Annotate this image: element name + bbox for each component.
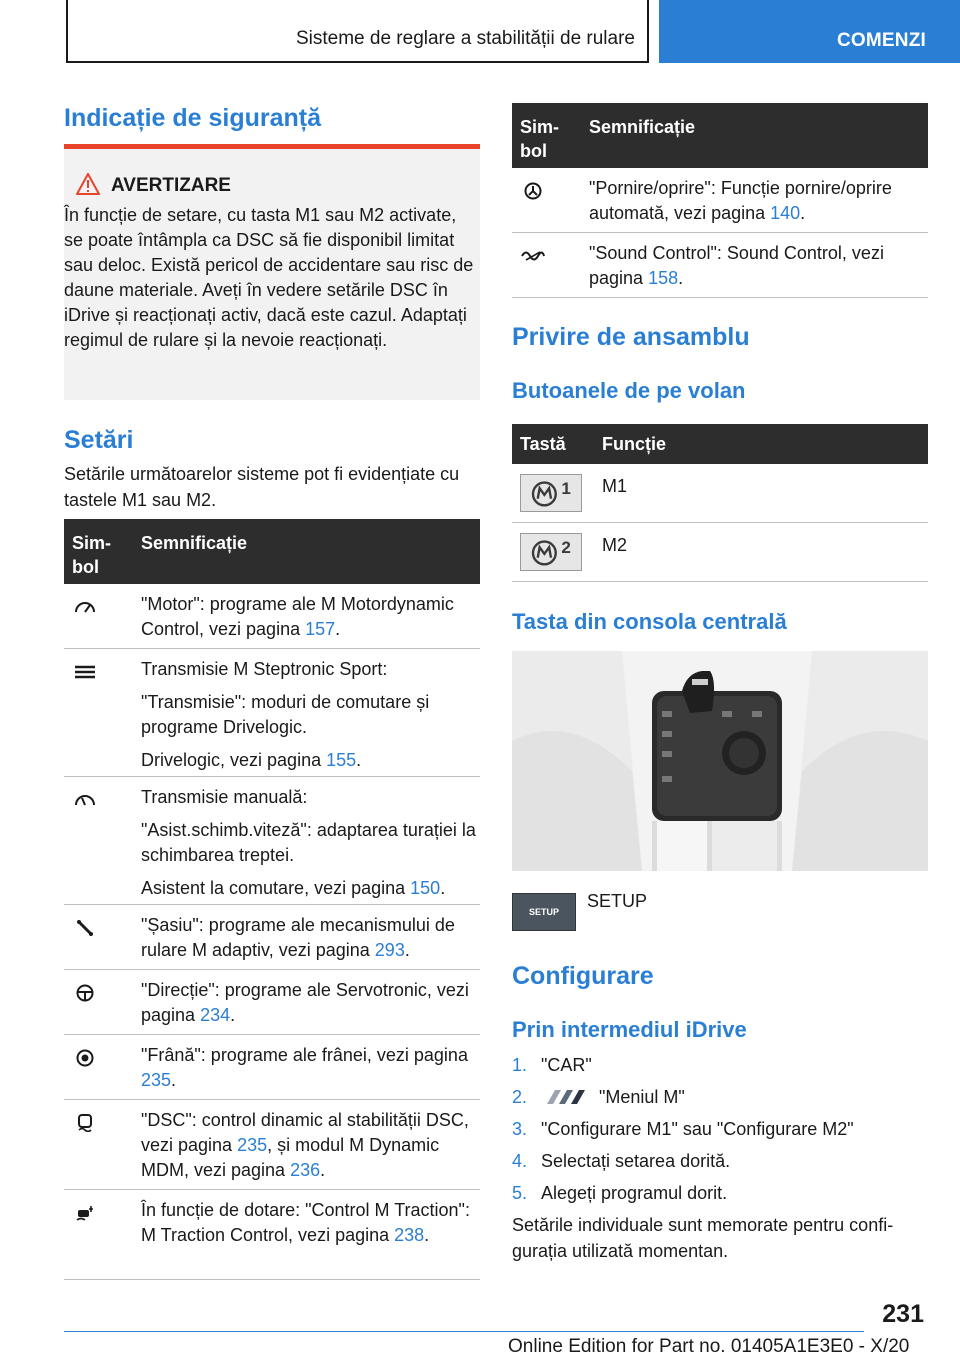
row-text: "Motor": programe ale M Motordynamic Control, vezi pagina: [141, 594, 454, 639]
table-row: "Sound Control": Sound Control, vezi pagina 158.: [512, 233, 928, 298]
col-key-header: Tastă: [520, 434, 566, 454]
table-row: Transmisie manuală: "Asist.schimb.viteză": adaptarea turației la schimbarea treptei. Asistent la comutare, vezi pagina 150.: [64, 777, 480, 905]
page-link[interactable]: 235: [237, 1135, 268, 1155]
row-text: "Frână": programe ale frânei, vezi pagina: [141, 1045, 468, 1065]
page-link[interactable]: 238: [394, 1225, 425, 1245]
page-link[interactable]: 293: [374, 940, 405, 960]
warning-box: [64, 144, 480, 400]
col-meaning-header: Semnificație: [589, 117, 696, 137]
row-text: "DSC": control dinamic al stabilității DSC, vezi pagina: [141, 1110, 469, 1155]
table-row: "Frână": programe ale frânei, vezi pagina 235.: [64, 1035, 480, 1100]
svg-text:1: 1: [561, 478, 571, 498]
config-steps-list: [512, 1049, 928, 1209]
col-symbol-header: Simbol: [72, 533, 112, 577]
page-link[interactable]: 158: [648, 268, 679, 288]
page-link[interactable]: 150: [410, 878, 441, 898]
console-heading: Tasta din consola centrală: [512, 609, 787, 634]
page-number: 231: [882, 1300, 924, 1328]
dsc-icon: [72, 1114, 98, 1132]
page-link[interactable]: 235: [141, 1070, 172, 1090]
page-link[interactable]: 140: [770, 203, 801, 223]
table-row: "Pornire/oprire": Funcție pornire/oprire automată, vezi pagina 140.: [512, 168, 928, 233]
chassis-icon: [72, 919, 98, 937]
table-row: [512, 464, 928, 523]
m2-button-icon: [520, 533, 582, 571]
col-symbol-header: Simbol: [520, 117, 560, 161]
table-row: [512, 523, 928, 582]
row-text: Asistent la comutare, vezi pagina: [141, 878, 411, 898]
final-note: Setările individuale sunt memorate pentru configurația utilizată momentan.: [512, 1215, 894, 1261]
header-section-box: [66, 0, 649, 63]
row-text: "Asist.schimb.viteză": adaptarea turației la schimbarea treptei.: [141, 820, 476, 865]
row-text: Drivelogic, vezi pagina: [141, 750, 327, 770]
m-menu-icon: [541, 1088, 589, 1106]
page-link[interactable]: 155: [326, 750, 357, 770]
sound-control-icon: [520, 247, 546, 265]
overview-heading: Privire de ansamblu: [512, 323, 750, 351]
wheel-buttons-heading: Butoanele de pe volan: [512, 378, 746, 403]
list-item: 4. Selectați setarea dorită.: [512, 1151, 731, 1171]
table-row: "Șasiu": programe ale mecanismului de rulare M adaptiv, vezi pagina 293.: [64, 905, 480, 970]
table-row: "Motor": programe ale M Motordynamic Control, vezi pagina 157.: [64, 584, 480, 649]
warning-text: În funcție de setare, cu tasta M1 sau M2 activate, se poate întâmpla ca DSC să fie disponibil limitat sau deloc. Există pericol de accidentare sau risc de daune materiale. Aveți în vedere setările DSC în iDrive și reacționați activ, dacă este cazul. Adaptați regimul de rulare și la nevoie reacționați.: [64, 205, 474, 350]
row-text: "Sound Control": Sound Control, vezi pagina: [589, 243, 884, 288]
buttons-table-header: [512, 424, 928, 464]
center-console-photo: [512, 651, 928, 871]
config-heading: Configurare: [512, 962, 654, 990]
row-text: Transmisie manuală:: [141, 787, 308, 807]
row-text: "Șasiu": programe ale mecanismului de rulare M adaptiv, vezi pagina: [141, 915, 455, 960]
page-link[interactable]: 236: [290, 1160, 321, 1180]
settings-intro: Setările următoarelor sisteme pot fi evidențiate cu tastele M1 sau M2.: [64, 464, 460, 510]
row-text: "Transmisie": moduri de comutare și programe Drivelogic.: [141, 692, 430, 737]
footer-divider: [64, 1331, 864, 1332]
header-chapter-tab[interactable]: [659, 0, 960, 63]
row-text: Transmisie M Steptronic Sport:: [141, 659, 388, 679]
start-stop-icon: [520, 182, 546, 200]
manual-shift-icon: [72, 791, 98, 809]
header-section-title: Sisteme de reglare a stabilității de rulare: [295, 28, 635, 49]
col-meaning-header: Semnificație: [141, 533, 248, 553]
row-text: "Direcție": programe ale Servotronic, vezi pagina: [141, 980, 469, 1025]
idrive-heading: Prin intermediul iDrive: [512, 1017, 747, 1042]
page-link[interactable]: 157: [305, 619, 336, 639]
traction-icon: [72, 1204, 98, 1222]
safety-heading: Indicație de siguranță: [64, 104, 322, 132]
list-item: 1. "CAR": [512, 1055, 592, 1075]
table-row: "Direcție": programe ale Servotronic, vezi pagina 234.: [64, 970, 480, 1035]
svg-text:2: 2: [561, 537, 571, 557]
engine-icon: [72, 598, 98, 616]
table-row: În funcție de dotare: "Control M Traction": M Traction Control, vezi pagina 238.: [64, 1190, 480, 1280]
table-row: "DSC": control dinamic al stabilității DSC, vezi pagina 235, și modul M Dynamic MDM, vezi pagina 236.: [64, 1100, 480, 1190]
m1-button-icon: [520, 474, 582, 512]
steering-icon: [72, 984, 98, 1002]
edition-text: Online Edition for Part no. 01405A1E3E0 - X/20: [508, 1336, 910, 1357]
setup-button-icon: [512, 893, 576, 931]
warning-title: AVERTIZARE: [111, 175, 231, 196]
warning-triangle-icon: [76, 173, 100, 195]
col-function-header: Funcție: [602, 434, 667, 454]
button-function-text: M1: [602, 476, 628, 496]
page-link[interactable]: 234: [200, 1005, 231, 1025]
row-text: În funcție de dotare: "Control M Traction": M Traction Control, vezi pagina: [141, 1200, 470, 1245]
header-chapter-label: COMENZI: [836, 30, 926, 51]
transmission-icon: [72, 663, 98, 681]
settings-heading: Setări: [64, 426, 134, 454]
right-table-header: [512, 103, 928, 168]
list-item: 5. Alegeți programul dorit.: [512, 1183, 728, 1203]
setup-button-text: SETUP: [528, 907, 559, 917]
table-row: Transmisie M Steptronic Sport: "Transmisie": moduri de comutare și programe Drivelogic. Drivelogic, vezi pagina 155.: [64, 649, 480, 777]
row-text: "Pornire/oprire": Funcție pornire/oprire automată, vezi pagina: [589, 178, 892, 223]
list-item: 3. "Configurare M1" sau "Configurare M2": [512, 1119, 854, 1139]
button-function-text: M2: [602, 535, 628, 555]
list-item: 2. "Meniul M": [512, 1087, 685, 1107]
brake-icon: [72, 1049, 98, 1067]
settings-table-header: [64, 519, 480, 584]
setup-label: SETUP: [587, 891, 648, 911]
